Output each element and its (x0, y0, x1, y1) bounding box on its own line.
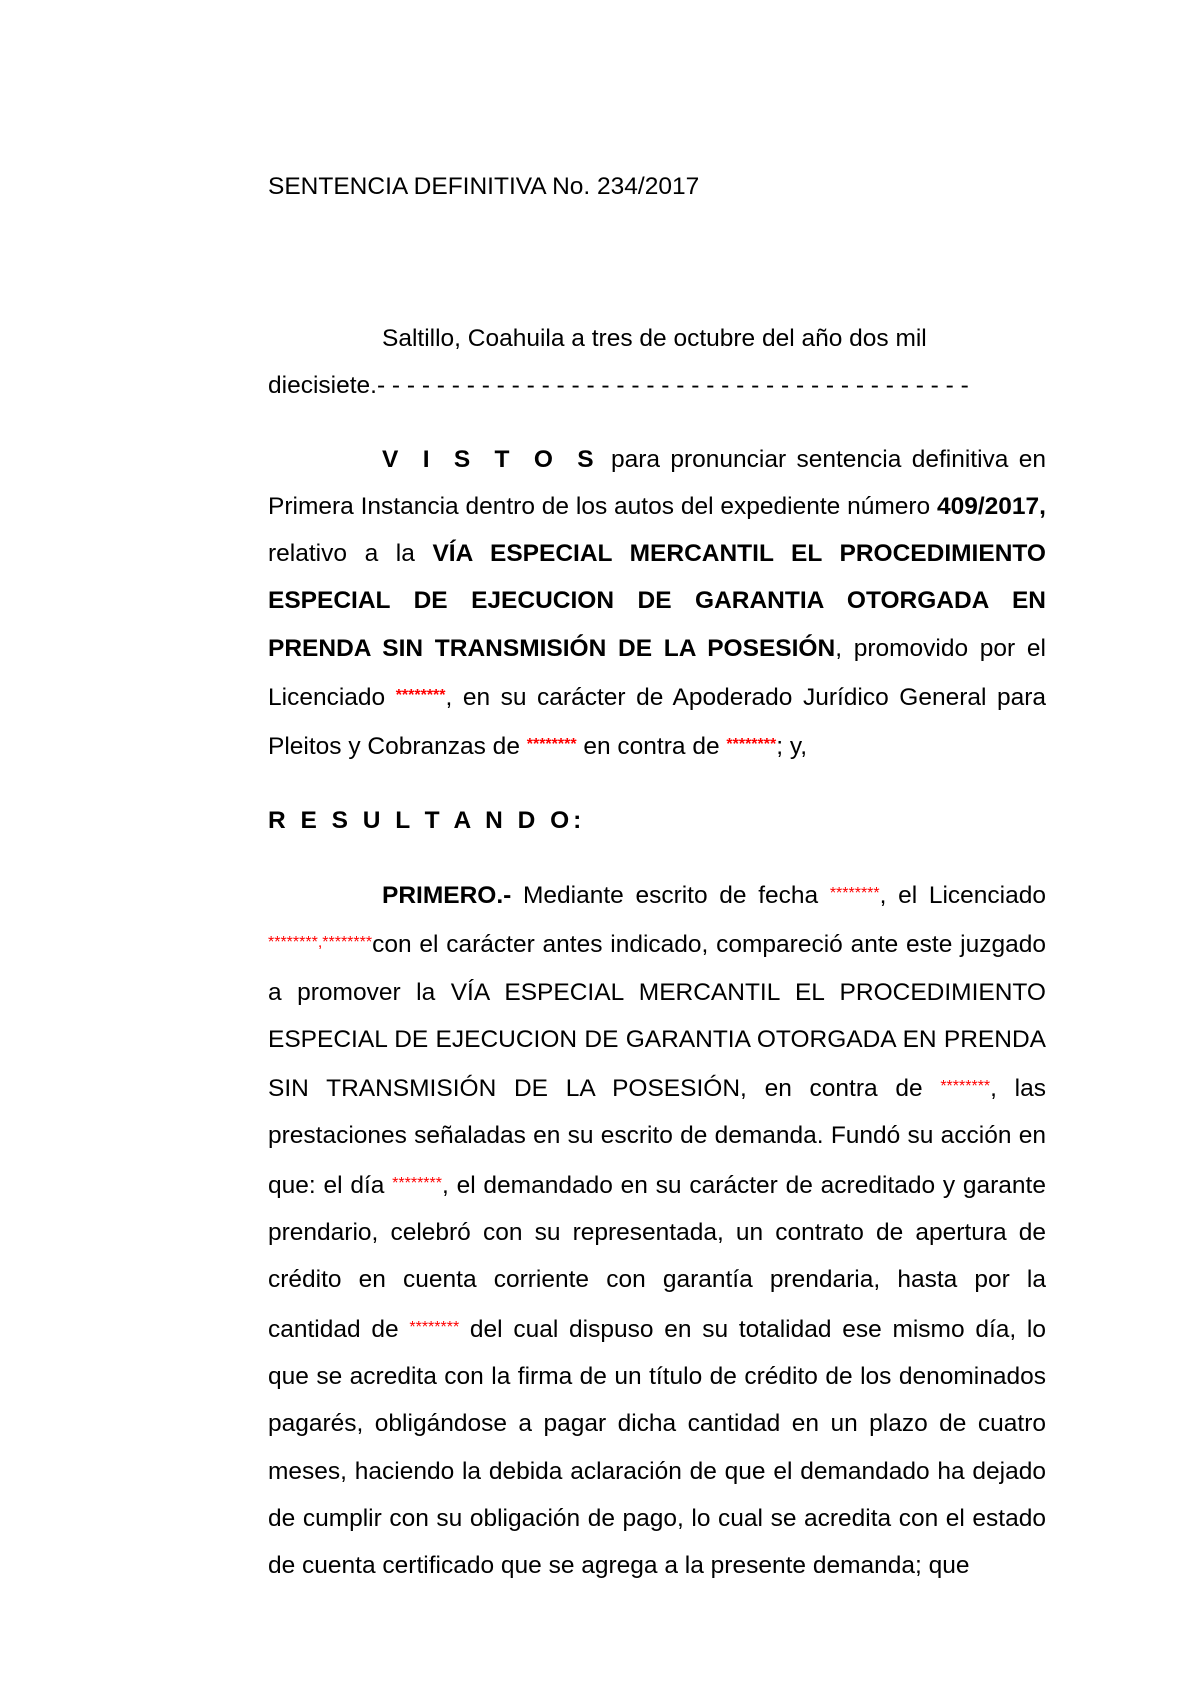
place-date-paragraph (268, 315, 1046, 410)
redacted-separator: , (317, 934, 323, 952)
expediente-number: 409/2017, (937, 492, 1046, 520)
primero-paragraph (268, 870, 1046, 1589)
spacer (268, 410, 1046, 436)
redacted-name: ******** (395, 687, 446, 705)
vistos-text-1: para pronunciar sentencia definitiva en Primera Instancia dentro de los autos del expediente número (268, 445, 1046, 520)
primero-text-4: con el carácter antes indicado, compareció ante este juzgado a promover la VÍA ESPECIAL MERCANTIL EL PROCEDIMIENTO ESPECIAL DE EJECUCION DE GARANTIA OTORGADA EN PRENDA SIN TRANSMISIÓN DE LA POSESIÓN, en contra de (268, 931, 1046, 1103)
primero-text-1: Mediante escrito de fecha (511, 881, 830, 909)
spacer (268, 844, 1046, 870)
primero-text-2: , el Licenciado (879, 881, 1046, 909)
primero-heading: PRIMERO.- (382, 881, 512, 909)
primero-text-6: , el demandado en su carácter de acreditado y garante prendario, celebró con su representada, un contrato de apertura de crédito en cuenta corriente con garantía prendaria, hasta por la cantidad de (268, 1171, 1046, 1343)
vistos-text-5: en contra de (576, 733, 727, 761)
place-date-line1: Saltillo, Coahuila a tres de octubre del año dos mil (382, 325, 927, 352)
vistos-text-4: , en su carácter de Apoderado Jurídico General para Pleitos y Cobranzas de (268, 684, 1047, 761)
redacted-name: ******** (526, 736, 577, 754)
redacted-name: ******** (726, 736, 777, 754)
vistos-text-3: , promovido por el Licenciado (268, 634, 1046, 712)
primero-text-7: del cual dispuso en su totalidad ese mismo día, lo que se acredita con la firma de un título de crédito de los denominados pagarés, obligándose a pagar dicha cantidad en un plazo de cuatro meses, haciendo la debida aclaración de que el demandado ha dejado de cumplir con su obligación de pago, lo cual se acredita con el estado de cuenta certificado que se agrega a la presente demanda; que (268, 1315, 1047, 1580)
primero-text-5: , las prestaciones señaladas en su escrito de demanda. Fundó su acción en que: el día (268, 1075, 1046, 1199)
vistos-text-2: relativo a la (268, 540, 433, 568)
redacted-date: ******** (829, 884, 880, 902)
resultando-heading (268, 797, 1046, 844)
redacted-amount: ******** (409, 1318, 460, 1336)
via-title: VÍA ESPECIAL MERCANTIL EL PROCEDIMIENTO ESPECIAL DE EJECUCION DE GARANTIA OTORGADA EN PRENDA SIN TRANSMISIÓN DE LA POSESIÓN (268, 540, 1046, 662)
vistos-text-6: ; y, (776, 733, 808, 761)
document-body (268, 315, 1046, 1589)
redacted-name: ******** (268, 934, 318, 952)
redacted-name: ******** (940, 1078, 991, 1096)
vistos-paragraph (268, 436, 1046, 771)
document-title: SENTENCIA DEFINITIVA No. 234/2017 (268, 173, 700, 200)
resultando-heading-text: R E S U L T A N D O: (268, 806, 586, 834)
place-date-line2: diecisiete.- - - - - - - - - - - - - - - - - - - - - - - - - - - - - - - - - - - - - - - - (268, 372, 969, 400)
redacted-name: ******** (322, 934, 373, 952)
redacted-date: ******** (392, 1174, 442, 1192)
vistos-heading: V I S T O S (382, 445, 601, 473)
spacer (268, 771, 1046, 797)
